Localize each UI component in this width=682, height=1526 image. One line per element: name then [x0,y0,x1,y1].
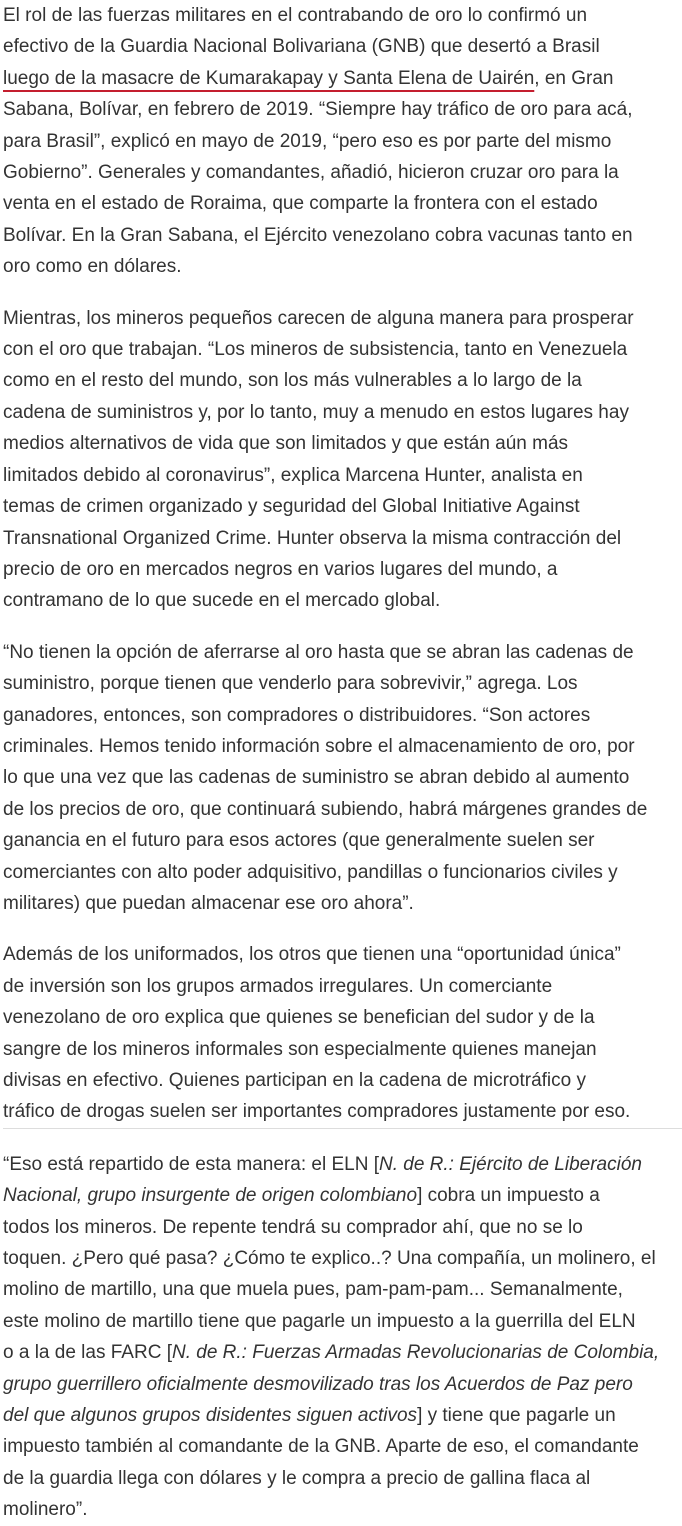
text-line: Además de los uniformados, los otros que tienen una “oportunidad única” [3,944,621,966]
text-line: temas de crimen organizado y seguridad del Global Initiative Against [3,496,580,518]
text-line [3,1149,682,1180]
text-line: suministro, porque tienen que venderlo para sobrevivir,” agrega. Los [3,673,578,695]
text-line: de la guardia llega con dólares y le compra a precio de gallina flaca al [3,1467,591,1489]
text-line: venta en el estado de Roraima, que comparte la frontera con el estado [3,193,598,215]
text-line: militares) que puedan almacenar ese oro ahora”. [3,892,414,914]
text-line: Gobierno”. Generales y comandantes, añadió, hicieron cruzar oro para la [3,162,619,184]
editor-note: Nacional, grupo insurgente de origen colombiano [3,1185,418,1207]
massacre-article-link[interactable]: luego de la masacre de Kumarakapay y Santa Elena de Uairén [3,67,535,89]
text-line: molinero”. [3,1499,88,1521]
text-line: como en el resto del mundo, son los más vulnerables a lo largo de la [3,370,582,392]
text-line: limitados debido al coronavirus”, explica Marcena Hunter, analista en [3,464,583,486]
paragraph-1 [3,0,682,283]
editor-note: N. de R.: Ejército de Liberación [378,1153,642,1175]
text-fragment: ] y tiene que pagarle un [417,1405,616,1427]
paragraph-5 [3,1149,682,1526]
text-line [3,63,682,94]
text-line: Bolívar. En la Gran Sabana, el Ejército venezolano cobra vacunas tanto en [3,224,633,246]
editor-note-line: grupo guerrillero oficialmente desmovilizado tras los Acuerdos de Paz pero [3,1373,633,1395]
editor-note: del que algunos grupos disidentes siguen activos [3,1405,418,1427]
text-line: contramano de lo que sucede en el mercado global. [3,590,441,612]
text-line [3,1180,682,1211]
paragraph-2 [3,303,682,617]
text-fragment: , en Gran [534,67,614,89]
text-line [3,1337,682,1368]
text-line: de inversión son los grupos armados irregulares. Un comerciante [3,975,553,997]
text-line: toquen. ¿Pero qué pasa? ¿Cómo te explico..? Una compañía, un molinero, el [3,1248,656,1270]
text-line: efectivo de la Guardia Nacional Bolivariana (GNB) que desertó a Brasil [3,36,600,58]
text-fragment: “Eso está repartido de esta manera: el ELN [ [3,1153,379,1175]
text-line [3,1400,682,1431]
text-line: tráfico de drogas suelen ser importantes compradores justamente por eso. [3,1096,682,1128]
text-line: venezolano de oro explica que quienes se benefician del sudor y de la [3,1007,595,1029]
text-line: criminales. Hemos tenido información sobre el almacenamiento de oro, por [3,735,635,757]
text-line: este molino de martillo tiene que pagarle un impuesto a la guerrilla del ELN [3,1310,636,1332]
text-line: con el oro que trabajan. “Los mineros de subsistencia, tanto en Venezuela [3,339,628,361]
text-line: cadena de suministros y, por lo tanto, muy a menudo en estos lugares hay [3,401,629,423]
text-line: todos los mineros. De repente tendrá su comprador ahí, que no se lo [3,1216,583,1238]
text-line: oro como en dólares. [3,256,182,278]
text-line: comerciantes con alto poder adquisitivo, pandillas o funcionarios civiles y [3,861,618,883]
text-line: para Brasil”, explicó en mayo de 2019, “pero eso es por parte del mismo [3,130,612,152]
text-line: medios alternativos de vida que son limitados y que están aún más [3,433,569,455]
text-line: precio de oro en mercados negros en varios lugares del mundo, a [3,558,558,580]
text-line: ganadores, entonces, son compradores o distribuidores. “Son actores [3,704,591,726]
text-line: Sabana, Bolívar, en febrero de 2019. “Siempre hay tráfico de oro para acá, [3,99,633,121]
editor-note: N. de R.: Fuerzas Armadas Revolucionarias de Colombia, [171,1342,660,1364]
text-line: impuesto también al comandante de la GNB. Aparte de eso, el comandante [3,1436,639,1458]
text-line: Mientras, los mineros pequeños carecen de alguna manera para prosperar [3,307,634,329]
text-line: sangre de los mineros informales son especialmente quienes manejan [3,1038,597,1060]
text-line: El rol de las fuerzas militares en el contrabando de oro lo confirmó un [3,5,588,26]
text-fragment: ] cobra un impuesto a [417,1185,600,1207]
text-line: divisas en efectivo. Quienes participan en la cadena de microtráfico y [3,1070,586,1091]
text-line: de los precios de oro, que continuará subiendo, habrá márgenes grandes de [3,798,648,820]
text-line: lo que una vez que las cadenas de suministro se abran debido al aumento [3,767,630,789]
text-line: “No tienen la opción de aferrarse al oro hasta que se abran las cadenas de [3,641,634,663]
paragraph-4 [3,939,682,1128]
text-fragment: o a la de las FARC [ [3,1342,172,1364]
text-line: ganancia en el futuro para esos actores (que generalmente suelen ser [3,830,595,852]
text-line: Transnational Organized Crime. Hunter observa la misma contracción del [3,527,622,549]
text-line: molino de martillo, una que muela pues, pam-pam-pam... Semanalmente, [3,1279,623,1301]
paragraph-3 [3,637,682,920]
